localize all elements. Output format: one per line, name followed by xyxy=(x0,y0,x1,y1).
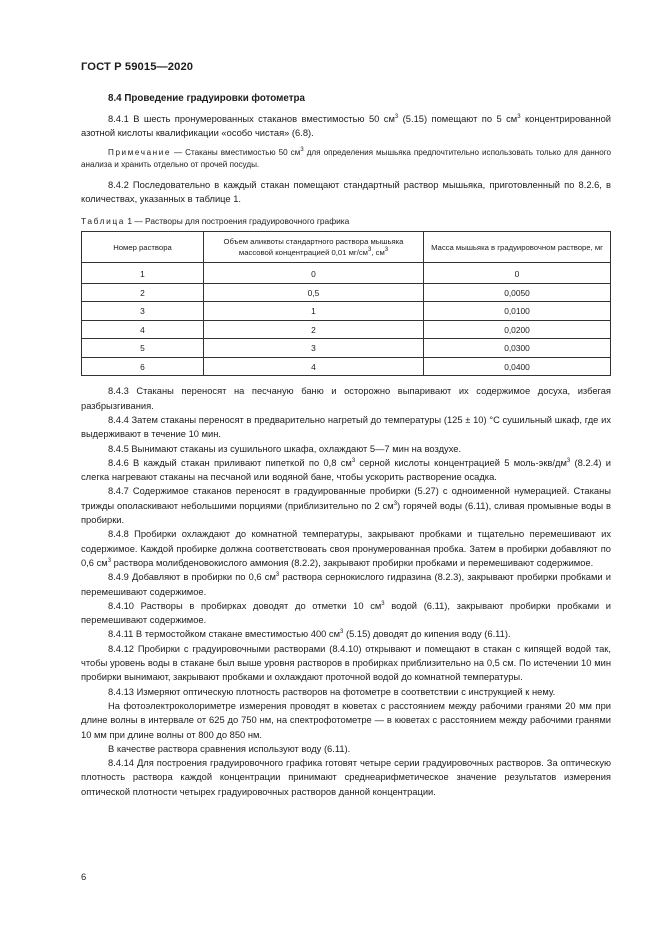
table-caption: Таблица 1 — Растворы для построения градуировочного графика xyxy=(81,216,350,227)
paragraph-reference-solution: В качестве раствора сравнения используют воду (6.11). xyxy=(108,743,351,754)
document-header: ГОСТ Р 59015—2020 xyxy=(81,61,194,73)
paragraph-8-4-14: 8.4.14 Для построения градуировочного графика готовят четыре серии градуировочных растворов. За оптическую плотность раствора каждой концентрации принимают среднеарифметическое значение результатов измерения оптической плотности четырех градуировочных растворов данной концентрации. xyxy=(81,758,611,797)
paragraph-8-4-11: 8.4.11 В термостойком стакане вместимостью 400 $см^3$ (5.15) доводят до кипения воду (6.11). xyxy=(108,629,511,640)
header-arsenic-mass: Масса мышьяка в градуировочном растворе, мг xyxy=(424,232,611,263)
table-header-row xyxy=(82,232,611,263)
section-title: 8.4 Проведение градуировки фотометра xyxy=(108,93,305,104)
table-row: 6 4 0,0400 xyxy=(82,357,611,376)
table-row: 1 0 0 xyxy=(82,263,611,284)
paragraph-8-4-9: 8.4.9 Добавляют в пробирки по 0,6 $см^3$ раствора сернокислого гидразина (8.2.3), закрывают пробирки пробками и перемешивают содержимое. xyxy=(81,572,611,597)
paragraph-8-4-2: 8.4.2 Последовательно в каждый стакан помещают стандартный раствор мышьяка, приготовленный по 8.2.6, в количествах, указанных в таблице 1. xyxy=(81,179,611,205)
table-row: 4 2 0,0200 xyxy=(82,320,611,339)
page-number: 6 xyxy=(81,871,87,882)
paragraph-8-4-5: 8.4.5 Вынимают стаканы из сушильного шкафа, охлаждают 5—7 мин на воздухе. xyxy=(108,443,462,454)
header-solution-number: Номер раствора xyxy=(82,232,204,263)
paragraph-8-4-8: 8.4.8 Пробирки охлаждают до комнатной температуры, закрывают пробками и тщательно перемешивают их содержимое. Каждой пробирке должна соответствовать своя пронумерованная пробка. Затем в пробирки добавляют по 0,6 $см^3$ раствора молибденовокислого аммония (8.2.2), закрывают пробирки пробками и перемешивают содержимое. xyxy=(81,529,611,568)
note-label: Примечание xyxy=(108,147,172,157)
paragraph-8-4-12: 8.4.12 Пробирки с градуировочными растворами (8.4.10) открывают и помещают в стакан с кипящей водой так, чтобы уровень воды в стакане был выше уровня растворов в пробирках приблизительно на 0,5 см. По истечении 10 мин пробирки вынимают, закрывают пробками и охлаждают проточной водой до комнатной температуры. xyxy=(81,643,611,683)
paragraph-8-4-4: 8.4.4 Затем стаканы переносят в предварительно нагретый до температуры (125 ± 10) °С сушильный шкаф, где их выдерживают в течение 10 мин. xyxy=(81,414,611,440)
page-content xyxy=(81,93,611,799)
paragraph-8-4-7: 8.4.7 Содержимое стаканов переносят в градуированные пробирки (5.27) с одноименной нумерацией. Стаканы трижды ополаскивают небольшими порциями (приблизительно по 2 $см^3$) горячей воды (6.11), сливая промывные воды в пробирки. xyxy=(81,486,612,526)
header-aliquot-volume: Объем аликвоты стандартного раствора мышьяка массовой концентрацией 0,01 $мг/см^3$, $см^3$ xyxy=(204,232,424,263)
paragraph-8-4-6: 8.4.6 В каждый стакан приливают пипеткой по 0,8 $см^3$ серной кислоты концентрацией 5 моль-$экв/дм^3$ (8.2.4) и слегка нагревают стаканы на песчаной или водяной бане, чтобы ускорить растворение осадка. xyxy=(81,457,612,483)
paragraph-8-4-3: 8.4.3 Стаканы переносят на песчаную баню и осторожно выпаривают их содержимое досуха, избегая разбрызгивания. xyxy=(81,386,611,411)
paragraph-8-4-10: 8.4.10 Растворы в пробирках доводят до отметки 10 $см^3$ водой (6.11), закрывают пробирки пробками и перемешивают содержимое. xyxy=(81,600,611,626)
paragraph-photometer: На фотоэлектроколориметре измерения проводят в кюветах с расстоянием между рабочими гранями 20 мм при длине волны в интервале от 625 до 750 нм, на спектрофотометре — в кюветах с расстоянием между рабочими гранями 10 мм при длине волны от 800 до 850 нм. xyxy=(81,700,611,740)
table-row: 3 1 0,0100 xyxy=(82,302,611,321)
note: Примечание — Стаканы вместимостью 50 $см^3$ для определения мышьяка предпочтительно использовать только для данного анализа и хранить отдельно от прочей посуды. xyxy=(81,146,612,170)
steps-block xyxy=(81,384,611,799)
paragraph-8-4-13: 8.4.13 Измеряют оптическую плотность растворов на фотометре в соответствии с инструкцией к нему. xyxy=(108,686,556,697)
table-row: 5 3 0,0300 xyxy=(82,339,611,358)
calibration-table xyxy=(81,231,611,376)
paragraph-8-4-1: 8.4.1 В шесть пронумерованных стаканов вместимостью 50 $см^3$ (5.15) помещают по 5 $см^3$ концентрированной азотной кислоты квалификации «особо чистая» (6.8). xyxy=(81,114,611,139)
table-row: 2 0,5 0,0050 xyxy=(82,283,611,302)
